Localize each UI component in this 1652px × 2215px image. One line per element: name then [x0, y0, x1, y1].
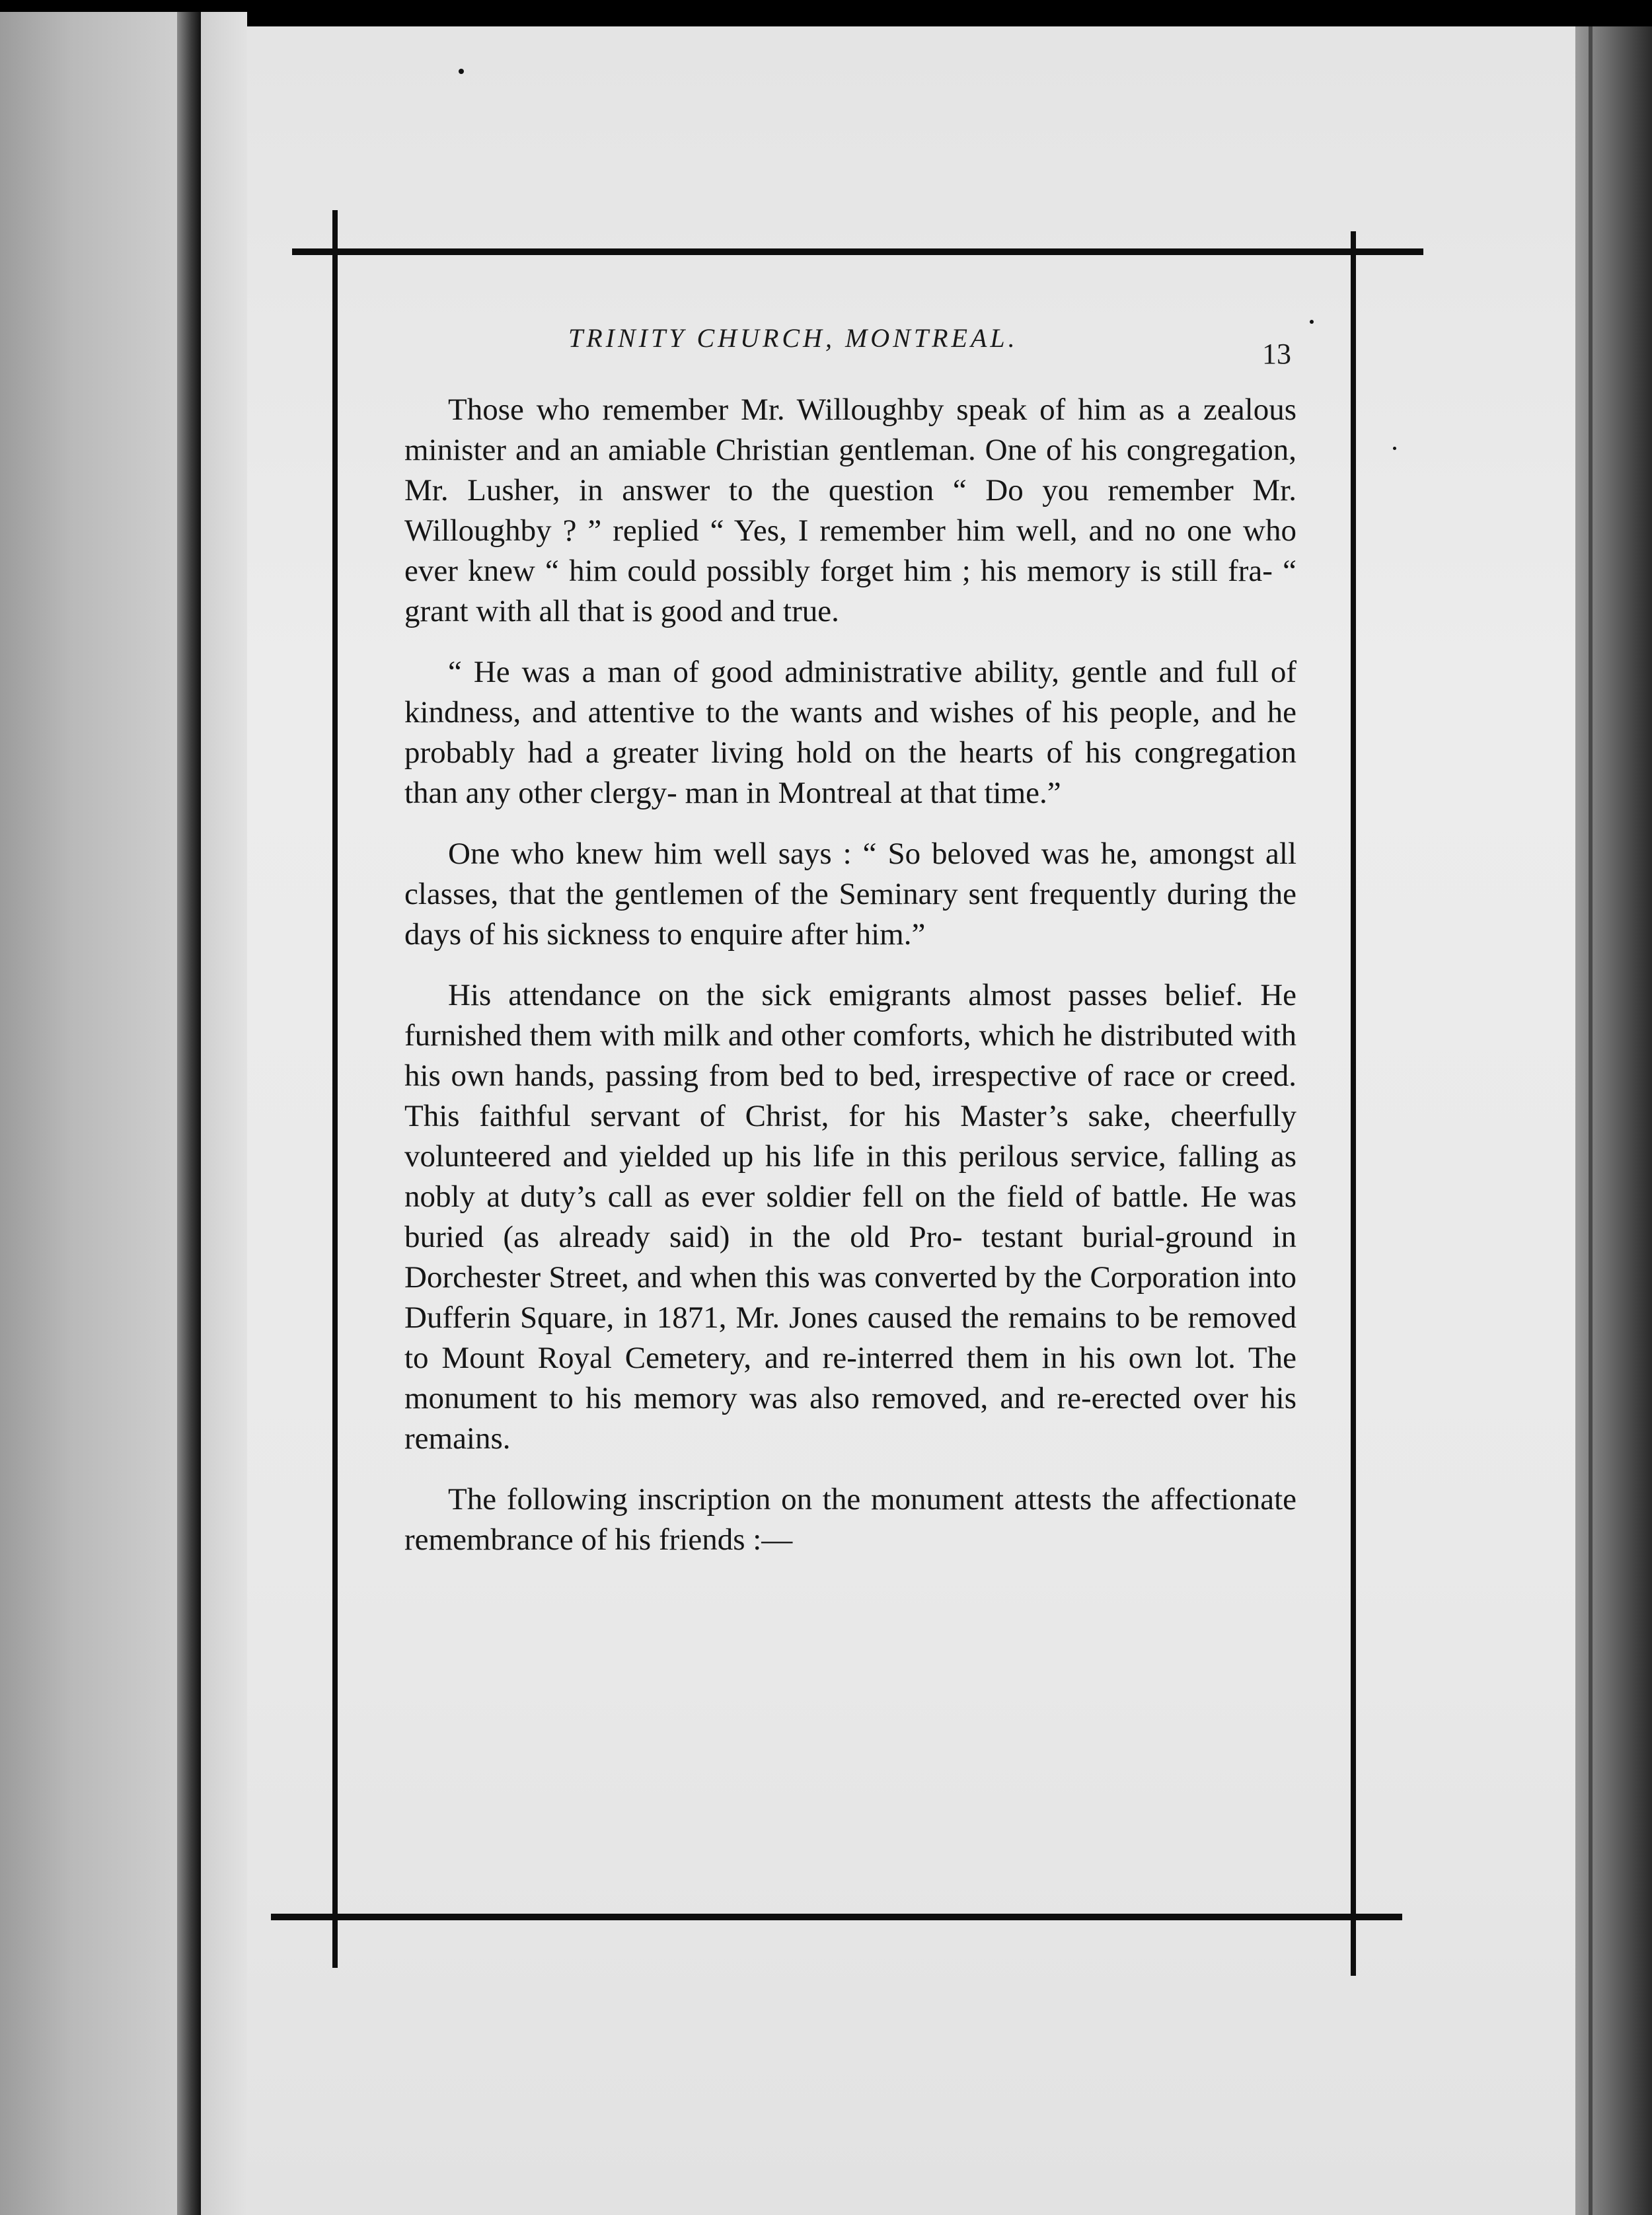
frame-right-rule	[1351, 231, 1356, 1976]
scan-speck	[1393, 447, 1396, 450]
book-gutter-shadow	[177, 12, 201, 2215]
paragraph: His attendance on the sick emigrants almost passes belief. He furnished them with milk and other comforts, which he distributed with his own hands, passing from bed to bed, irrespective of race or creed. This faithful servant of Christ, for his Master’s sake, cheerfully volunteered and yielded up his life in this perilous service, falling as nobly at duty’s call as ever soldier fell on the field of battle. He was buried (as already said) in the old Pro- testant burial-ground in Dorchester Street, and when this was converted by the Corporation into Dufferin Square, in 1871, Mr. Jones caused the remains to be removed to Mount Royal Cemetery, and re-interred them in his own lot. The monument to his memory was also removed, and re-erected over his remains.	[404, 978, 1296, 1456]
body-text	[404, 390, 1296, 1581]
page-number: 13	[1262, 338, 1291, 370]
scan-speck	[459, 69, 464, 74]
paragraph: One who knew him well says : “ So beloved was he, amongst all classes, that the gentlemen of the Seminary sent frequently during the days of his sickness to enquire after him.”	[404, 837, 1296, 952]
frame-bottom-rule	[271, 1914, 1402, 1920]
left-page-edge	[0, 12, 177, 2215]
right-page-edge	[1575, 26, 1652, 2215]
frame-top-rule	[292, 248, 1423, 255]
page-inner-margin	[201, 12, 247, 2215]
paragraph: Those who remember Mr. Willoughby speak of him as a zealous minister and an amiable Christian gentleman. One of his congregation, Mr. Lusher, in answer to the question “ Do you remember Mr. Willoughby ? ” replied “ Yes, I remember him well, and no one who ever knew “ him could possibly forget him ; his memory is still fra- “ grant with all that is good and true.	[404, 393, 1296, 628]
paragraph: “ He was a man of good administrative ability, gentle and full of kindness, and attentive to the wants and wishes of his people, and he probably had a greater living hold on the hearts of his congregation than any other clergy- man in Montreal at that time.”	[404, 655, 1296, 810]
frame-left-rule	[332, 210, 338, 1968]
scan-speck	[1310, 320, 1314, 324]
paragraph: The following inscription on the monument attests the affectionate remembrance of his friends :—	[404, 1482, 1296, 1557]
running-head-title: TRINITY CHURCH, MONTREAL.	[568, 323, 1018, 353]
right-page-edge-line	[1589, 26, 1593, 2215]
